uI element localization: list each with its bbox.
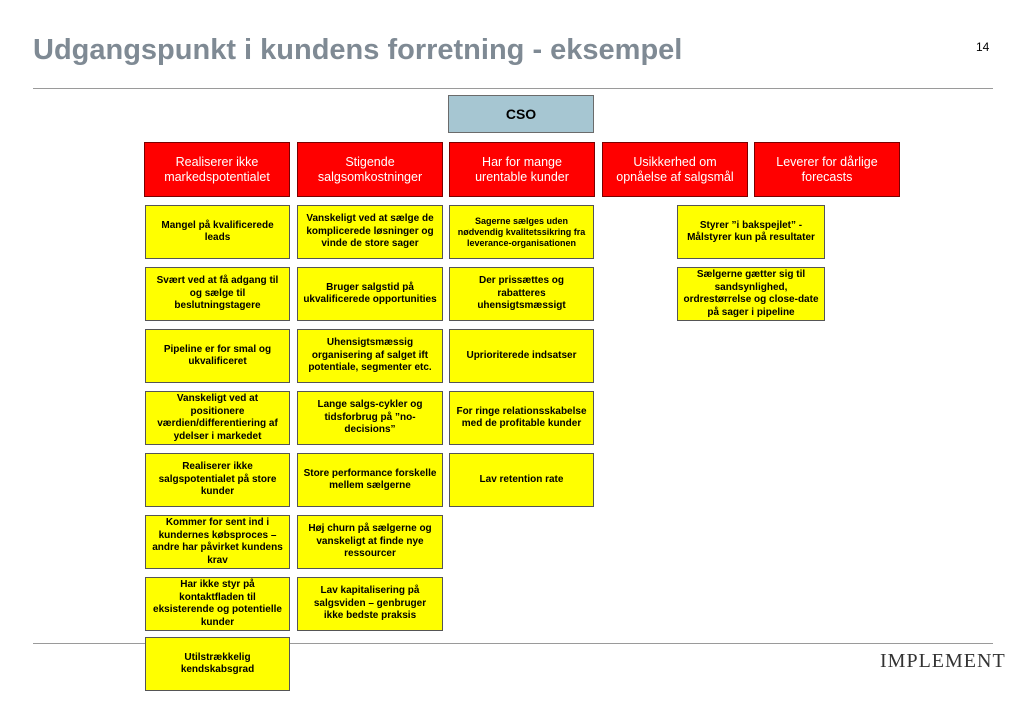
page-number: 14 [976,40,990,54]
issue-box: Store performance forskelle mellem sælgerne [297,453,443,507]
heading-salgsomkostninger: Stigende salgsomkostninger [297,142,443,197]
heading-salgsmaal: Usikkerhed om opnåelse af salgsmål [602,142,748,197]
issue-box: Styrer ”i bakspejlet” - Målstyrer kun på resultater [677,205,825,259]
issue-box: Uprioriterede indsatser [449,329,594,383]
issue-box: Utilstrækkelig kendskabsgrad [145,637,290,691]
issue-box: Sælgerne gætter sig til sandsynlighed, ordrestørrelse og close-date på sager i pipeline [677,267,825,321]
top-divider [33,88,993,89]
page-title: Udgangspunkt i kundens forretning - eksempel [33,34,683,66]
issue-box: Pipeline er for smal og ukvalificeret [145,329,290,383]
issue-box: Vanskeligt ved at sælge de komplicerede løsninger og vinde de store sager [297,205,443,259]
issue-box: Uhensigtsmæssig organisering af salget ift potentiale, segmenter etc. [297,329,443,383]
heading-markedspotentiale: Realiserer ikke markedspotentialet [144,142,290,197]
issue-box: Svært ved at få adgang til og sælge til beslutningstagere [145,267,290,321]
issue-box: Mangel på kvalificerede leads [145,205,290,259]
heading-forecasts: Leverer for dårlige forecasts [754,142,900,197]
issue-box: Lav retention rate [449,453,594,507]
issue-box: Realiserer ikke salgspotentialet på store kunder [145,453,290,507]
issue-box: Sagerne sælges uden nødvendig kvalitetssikring fra leverance-organisationen [449,205,594,259]
implement-logo: IMPLEMENT [880,650,1006,672]
issue-box: Kommer for sent ind i kundernes købsproces – andre har påvirket kundens krav [145,515,290,569]
issue-box: Høj churn på sælgerne og vanskeligt at finde nye ressourcer [297,515,443,569]
issue-box: Der prissættes og rabatteres uhensigtsmæssigt [449,267,594,321]
issue-box: Lange salgs-cykler og tidsforbrug på ”no-decisions” [297,391,443,445]
issue-box: Vanskeligt ved at positionere værdien/differentiering af ydelser i markedet [145,391,290,445]
issue-box: Bruger salgstid på ukvalificerede opportunities [297,267,443,321]
cso-box: CSO [448,95,594,133]
issue-box: Lav kapitalisering på salgsviden – genbruger ikke bedste praksis [297,577,443,631]
issue-box: Har ikke styr på kontaktfladen til eksisterende og potentielle kunder [145,577,290,631]
issue-box: For ringe relationsskabelse med de profitable kunder [449,391,594,445]
heading-urentable-kunder: Har for mange urentable kunder [449,142,595,197]
